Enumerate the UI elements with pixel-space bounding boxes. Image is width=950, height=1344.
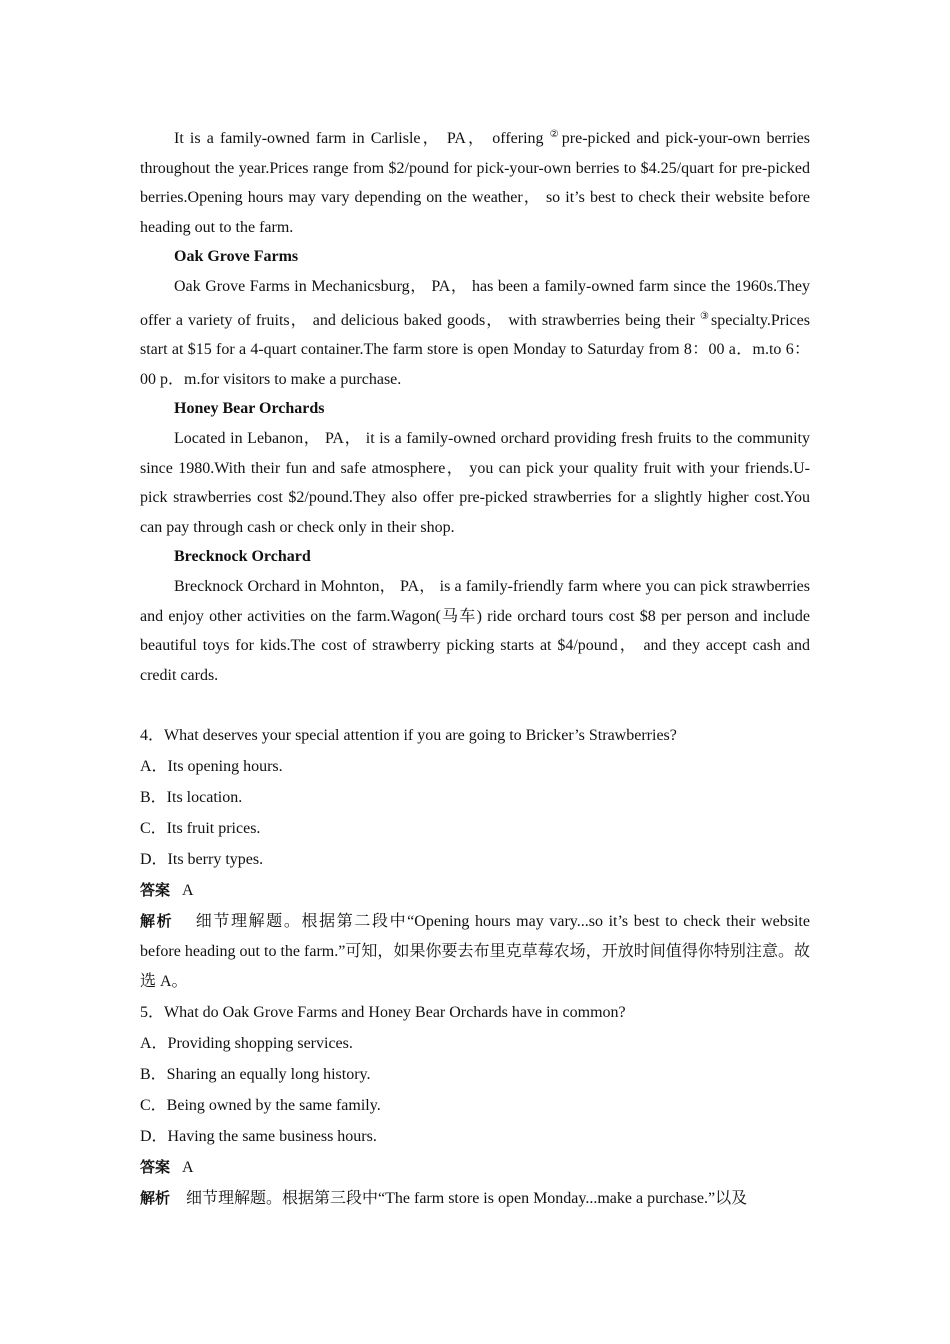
q5-option-c: C．Being owned by the same family.: [140, 1097, 381, 1114]
spacer: [140, 690, 810, 720]
q5-option-a: A．Providing shopping services.: [140, 1035, 353, 1052]
q5-answer: 答案 A: [140, 1158, 194, 1176]
q4-option-d: D．Its berry types.: [140, 851, 264, 868]
paragraph-carlisle: It is a family-owned farm in Carlisle， PA， offering ②pre-picked and pick-your-own berries throughout the year.Prices range from $2/pound for pick-your-own berries to $4.25/quart for pre-picked berries.Opening hours may vary depending on the weather， so it’s best to check their website before heading out to the farm.: [140, 129, 810, 236]
q4-answer: 答案 A: [140, 881, 194, 899]
q5-option-d: D．Having the same business hours.: [140, 1128, 377, 1145]
q5-explanation: 解析 细节理解题。根据第三段中“The farm store is open Monday...make a purchase.”以及: [140, 1189, 748, 1207]
heading-oak-grove: Oak Grove Farms: [174, 248, 299, 265]
paragraph-oak-grove: Oak Grove Farms in Mechanicsburg， PA， has been a family-owned farm since the 1960s.They offer a variety of fruits， and delicious baked goods， with strawberries being their ③specialty.Prices start at $15 for a 4-quart container.The farm store is open Monday to Saturday from 8：00 a．m.to 6：00 p．m.for visitors to make a purchase.: [140, 278, 810, 388]
footnote-marker: ②: [549, 129, 561, 140]
q4-option-b: B．Its location.: [140, 789, 243, 806]
q4-explanation: 解析 细节理解题。根据第二段中“Opening hours may vary...so it’s best to check their website before heading out to the farm.”可知，如果你要去布里克草莓农场，开放时间值得你特别注意。故选 A。: [140, 912, 810, 990]
paragraph-brecknock: Brecknock Orchard in Mohnton， PA， is a family-friendly farm where you can pick strawberries and enjoy other activities on the farm.Wagon(马车) ride orchard tours cost $8 per person and include beautiful toys for kids.The cost of strawberry picking starts at $4/pound， and they accept cash and credit cards.: [140, 578, 810, 684]
footnote-marker: ③: [700, 310, 711, 322]
question-4: 4．What deserves your special attention if you are going to Bricker’s Strawberries?: [140, 727, 677, 744]
q4-option-a: A．Its opening hours.: [140, 758, 283, 775]
question-5: 5．What do Oak Grove Farms and Honey Bear Orchards have in common?: [140, 1004, 626, 1021]
heading-brecknock: Brecknock Orchard: [174, 548, 311, 565]
paragraph-honey-bear: Located in Lebanon， PA， it is a family-owned orchard providing fresh fruits to the community since 1980.With their fun and safe atmosphere， you can pick your quality fruit with your friends.U-pick strawberries cost $2/pound.They also offer pre-picked strawberries for a slightly higher cost.You can pay through cash or check only in their shop.: [140, 430, 810, 536]
heading-honey-bear: Honey Bear Orchards: [174, 400, 325, 417]
q5-option-b: B．Sharing an equally long history.: [140, 1066, 371, 1083]
q4-option-c: C．Its fruit prices.: [140, 820, 261, 837]
